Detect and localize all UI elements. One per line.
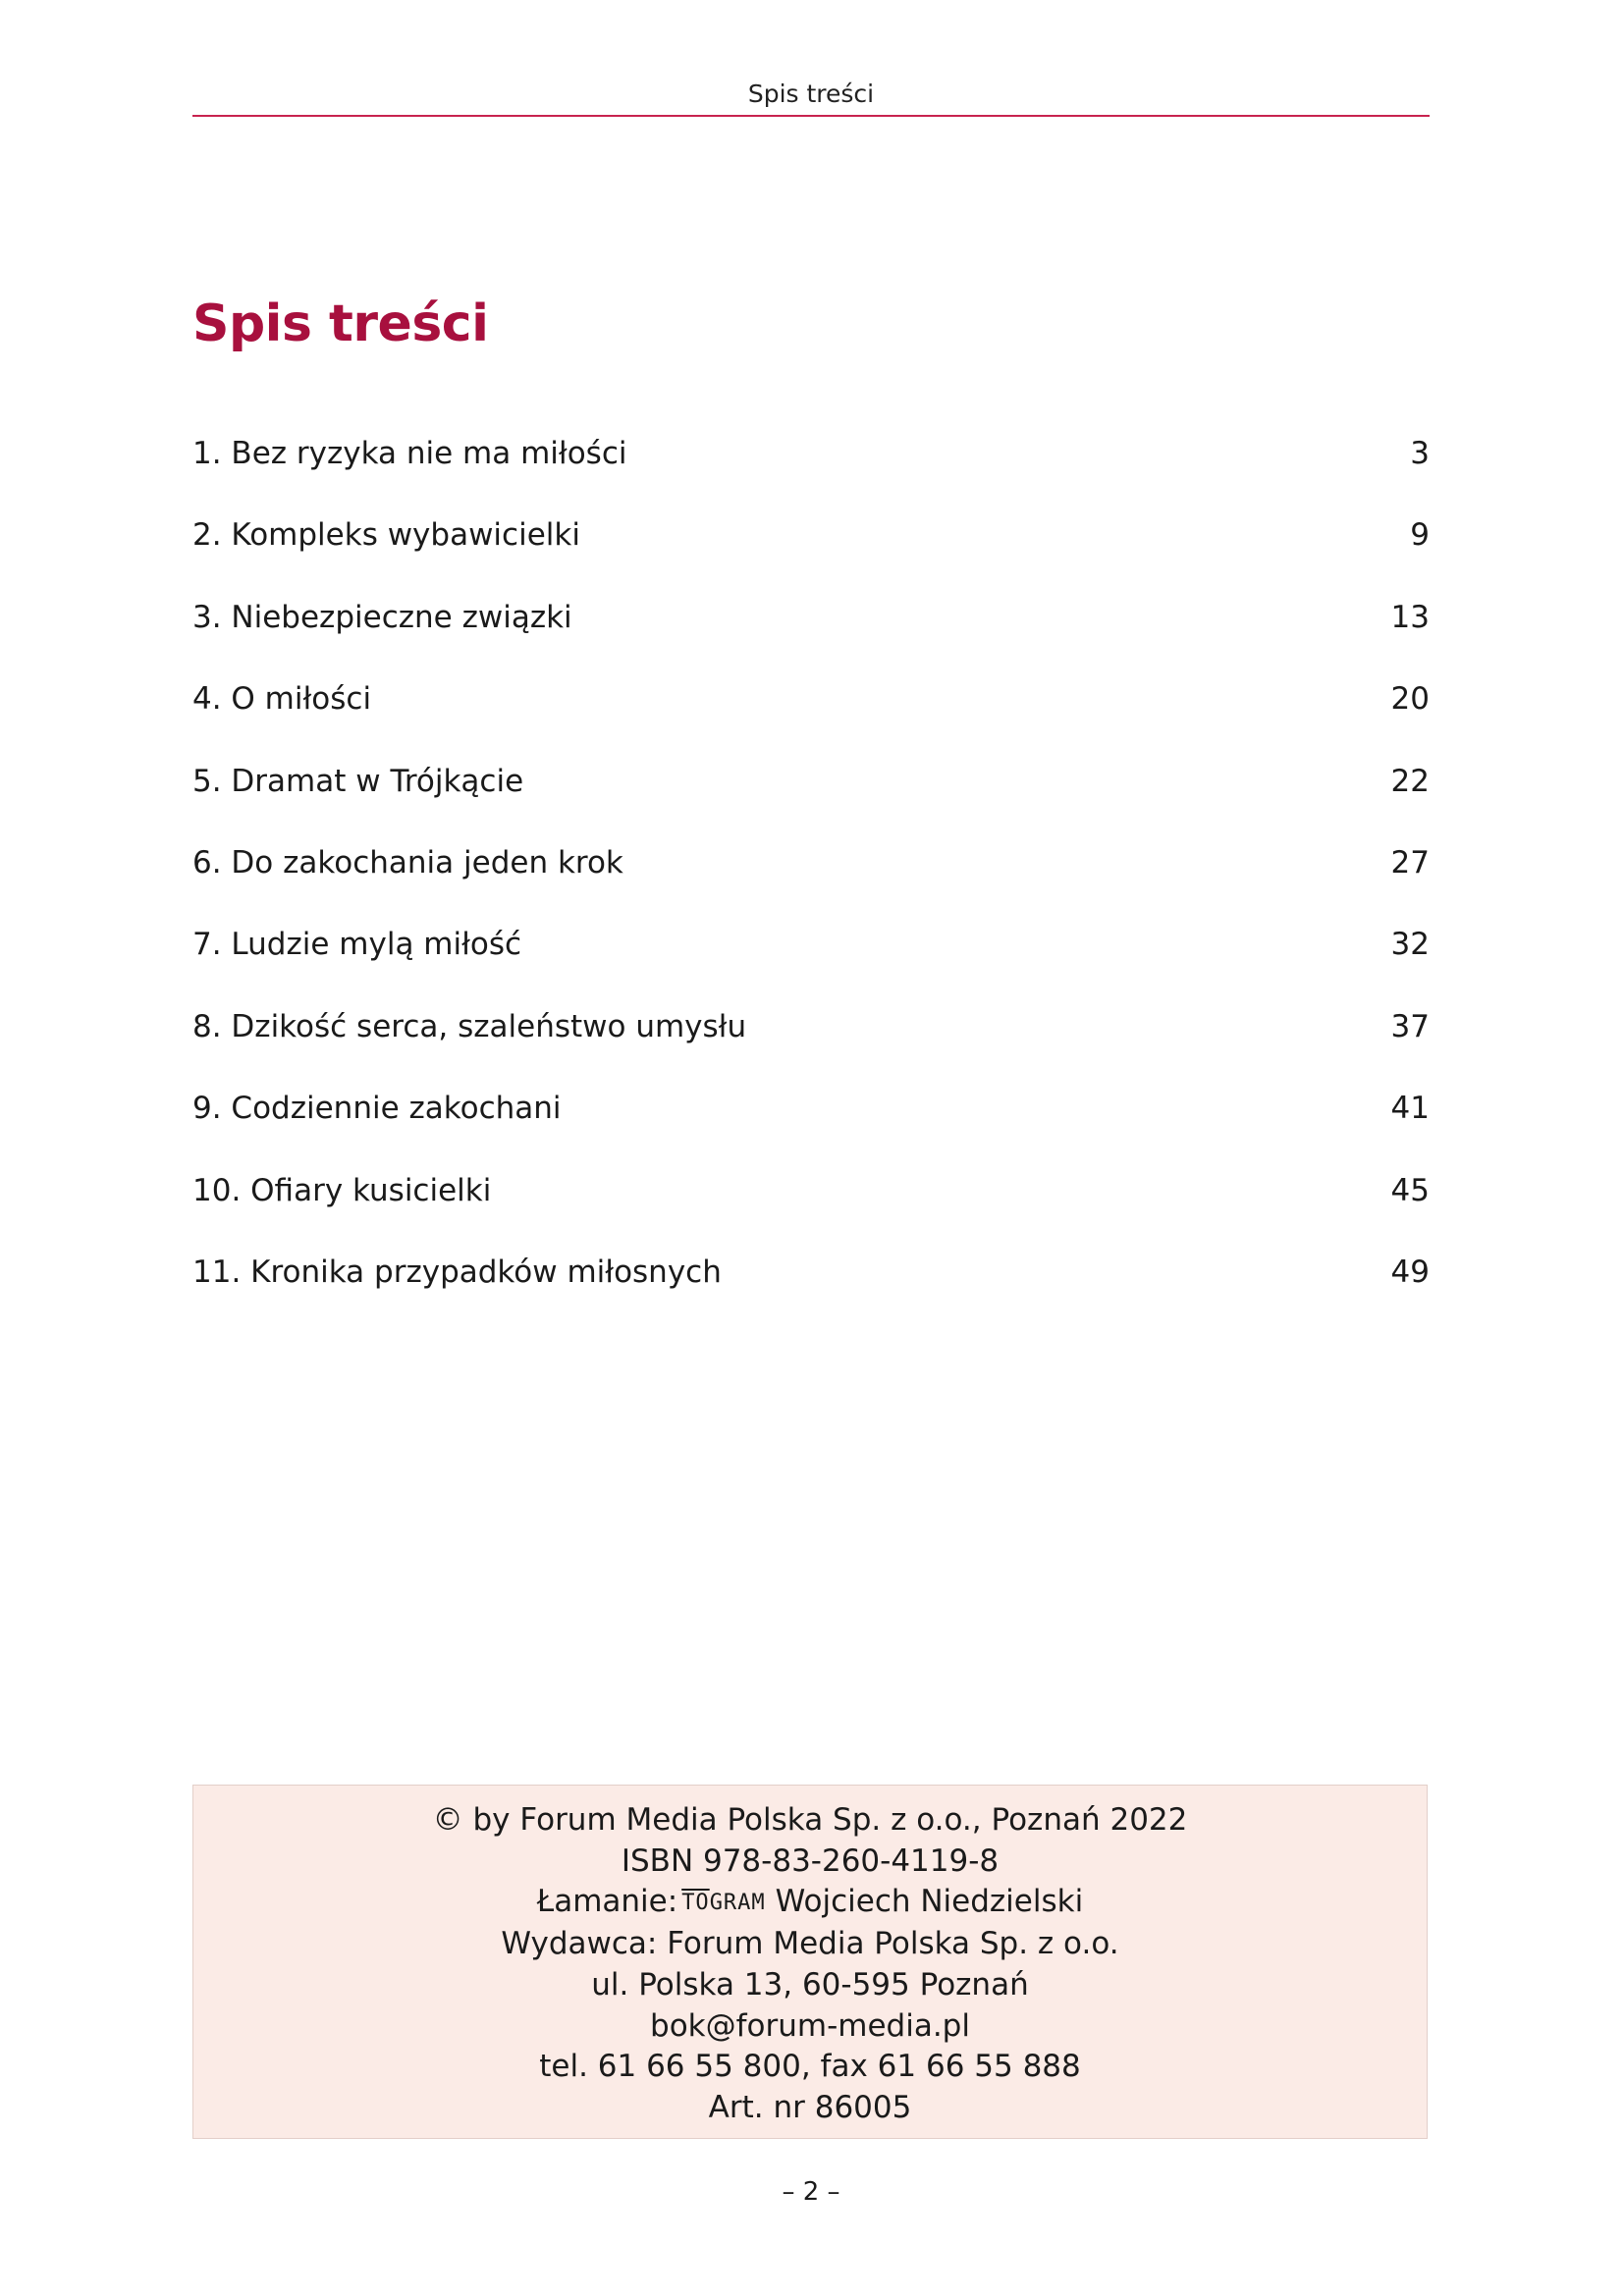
imprint-phone: tel. 61 66 55 800, fax 61 66 55 888 — [539, 2049, 1081, 2085]
imprint-address: ul. Polska 13, 60-595 Poznań — [591, 1966, 1029, 2002]
toc-entry[interactable] — [192, 1169, 1430, 1251]
imprint-typesetting-name: Wojciech Niedzielski — [775, 1884, 1084, 1920]
toc-entry[interactable] — [192, 596, 1430, 677]
imprint-box — [192, 1785, 1428, 2139]
toc-entry-page: 49 — [1390, 1254, 1430, 1290]
toc-entry[interactable] — [192, 677, 1430, 759]
toc-entry[interactable] — [192, 513, 1430, 595]
toc-title: Spis treści — [192, 294, 489, 353]
toc-entry-page: 3 — [1410, 436, 1430, 471]
tgram-logo — [681, 1883, 765, 1924]
toc-entry-page: 22 — [1390, 763, 1430, 799]
toc-entry-page: 41 — [1390, 1091, 1430, 1127]
toc-entry-page: 32 — [1390, 927, 1430, 963]
tgram-logo-rest: GRAM — [709, 1891, 766, 1916]
toc-entry-title: 8. Dzikość serca, szaleństwo umysłu — [192, 1008, 747, 1044]
toc-entry-title: 9. Codziennie zakochani — [192, 1091, 562, 1127]
toc-entry[interactable] — [192, 1005, 1430, 1087]
imprint-publisher: Wydawca: Forum Media Polska Sp. z o.o. — [501, 1926, 1119, 1962]
toc-entry[interactable] — [192, 1087, 1430, 1168]
toc-entry-page: 37 — [1390, 1008, 1430, 1044]
toc-entry-title: 6. Do zakochania jeden krok — [192, 844, 623, 881]
running-header: Spis treści — [747, 80, 875, 108]
toc-entry-title: 11. Kronika przypadków miłosnych — [192, 1254, 722, 1290]
imprint-article-number: Art. nr 86005 — [708, 2089, 912, 2125]
imprint-copyright: © by Forum Media Polska Sp. z o.o., Poznań 2022 — [432, 1802, 1188, 1838]
toc-entry-title: 3. Niebezpieczne związki — [192, 599, 572, 635]
toc-entry-page: 27 — [1390, 844, 1430, 881]
toc-entry-title: 7. Ludzie mylą miłość — [192, 927, 522, 963]
toc-entry-title: 2. Kompleks wybawicielki — [192, 517, 580, 554]
toc-entry-page: 9 — [1410, 517, 1430, 554]
toc-entry-title: 5. Dramat w Trójkącie — [192, 763, 524, 799]
toc-entry[interactable] — [192, 841, 1430, 923]
toc-entry-title: 10. Ofiary kusicielki — [192, 1172, 492, 1208]
imprint-typesetting — [193, 1882, 1427, 1924]
toc-entry-title: 1. Bez ryzyka nie ma miłości — [192, 436, 627, 471]
imprint-isbn: ISBN 978-83-260-4119-8 — [621, 1842, 1000, 1879]
toc-entry-page: 45 — [1390, 1172, 1430, 1208]
toc-entry[interactable] — [192, 923, 1430, 1004]
toc-entry-page: 13 — [1390, 599, 1430, 635]
table-of-contents — [192, 432, 1430, 1332]
toc-entry[interactable] — [192, 760, 1430, 841]
imprint-typesetting-label: Łamanie: — [536, 1884, 678, 1920]
toc-entry-page: 20 — [1390, 681, 1430, 718]
header-rule — [192, 115, 1430, 117]
toc-entry-title: 4. O miłości — [192, 681, 372, 718]
page-number: – 2 – — [782, 2177, 840, 2207]
tgram-logo-t: $\overline{TO}$ — [681, 1891, 710, 1916]
toc-entry[interactable] — [192, 432, 1430, 513]
imprint-email[interactable]: bok@forum-media.pl — [650, 2007, 970, 2044]
toc-entry[interactable] — [192, 1251, 1430, 1332]
